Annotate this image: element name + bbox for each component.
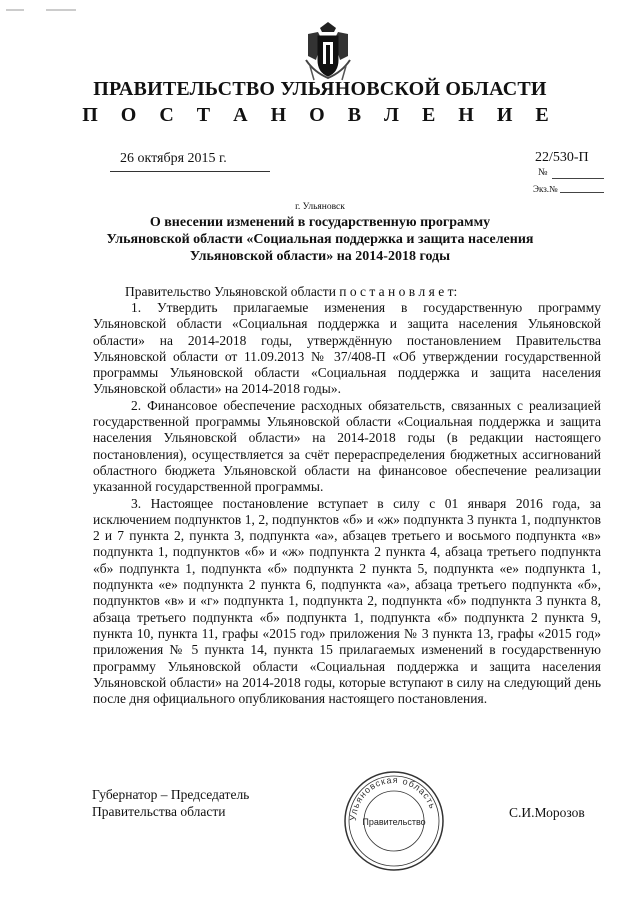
- scan-marks: [6, 8, 86, 12]
- subject-line: Ульяновской области «Социальная поддержка и защита населения: [106, 232, 534, 247]
- official-stamp: [342, 769, 446, 873]
- document-date: 26 октября 2015 г.: [120, 151, 227, 166]
- preamble: Правительство Ульяновской области п о с т а н о в л я е т:: [125, 284, 458, 299]
- document-body: [93, 300, 601, 707]
- subject-line: О внесении изменений в государственную программу: [149, 215, 491, 230]
- coat-of-arms-icon: [300, 20, 356, 82]
- position-line: Правительства области: [92, 804, 226, 819]
- paragraph: 3. Настоящее постановление вступает в силу с 01 января 2016 года, за исключением подпунктов 1, 2, подпунктов «б» и «ж» подпункта 3 пункта 1, подпунктов 2 и 7 пункта 2, пункта 3, подпункта «а», абзацев третьего и восьмого подпункта «в» подпункта 1, подпунктов «б» и «ж» подпункта 2 пункта 4, абзаца третьего подпункта «б» подпункта 1, подпункта «б» подпункта 2 пункта 5, подпункта «е» подпункта 1, подпункта «е» подпункта 2 пункта 6, подпункта «а», абзаца третьего подпункта «б», подпунктов «в» и «г» подпункта 1, подпункта 2, подпункта «б» подпункта 3 пункта 8, абзаца третьего подпункта «б» подпункта 1, подпункта «б» подпункта 2 пункта 9, пункта 10, пункта 11, графы «2015 год» приложения № 3 пункта 13, графы «2015 год» приложения № 5 пункта 14, пункта 15 прилагаемых изменений в государственную программу Ульяновской области «Социальная поддержка и защита населения Ульяновской области» на 2014-2018 годы, которые вступают в силу на следующий день после дня официального опубликования настоящего постановления.: [93, 495, 601, 707]
- signatory-name: С.И.Морозов: [509, 805, 585, 820]
- stamp-ring-text: Ульяновская область: [347, 774, 438, 822]
- document-type: П О С Т А Н О В Л Е Н И Е: [82, 104, 558, 126]
- subject-line: Ульяновской области» на 2014-2018 годы: [189, 249, 451, 264]
- position-line: Губернатор – Председатель: [92, 787, 250, 802]
- copy-number-underline: [560, 192, 604, 193]
- organization-title: ПРАВИТЕЛЬСТВО УЛЬЯНОВСКОЙ ОБЛАСТИ: [93, 78, 547, 100]
- document-subject: [100, 214, 540, 265]
- number-underline: [552, 178, 604, 179]
- registration-number: 22/530-П: [535, 150, 589, 165]
- city: г. Ульяновск: [295, 202, 345, 212]
- stamp-center-text: Правительство: [362, 817, 426, 827]
- copy-number-label: Экз.№: [533, 184, 558, 194]
- signatory-position: [92, 786, 249, 820]
- paragraph: 2. Финансовое обеспечение расходных обязательств, связанных с реализацией государственной программы Ульяновской области «Социальная поддержка и защита населения Ульяновской области» на 2014-2018 годы (в редакции настоящего постановления), осуществляется за счёт перераспределения бюджетных ассигнований областного бюджета Ульяновской области на финансовое обеспечение реализации указанной государственной программы.: [93, 397, 601, 495]
- number-label: №: [538, 167, 548, 178]
- paragraph: 1. Утвердить прилагаемые изменения в государственную программу Ульяновской области «Социальная поддержка и защита населения Ульяновской области» на 2014-2018 годы, утверждённую постановлением Правительства Ульяновской области от 11.09.2013 № 37/408-П «Об утверждении государственной программы Ульяновской области «Социальная поддержка и защита населения Ульяновской области» на 2014-2018 годы».: [93, 300, 601, 397]
